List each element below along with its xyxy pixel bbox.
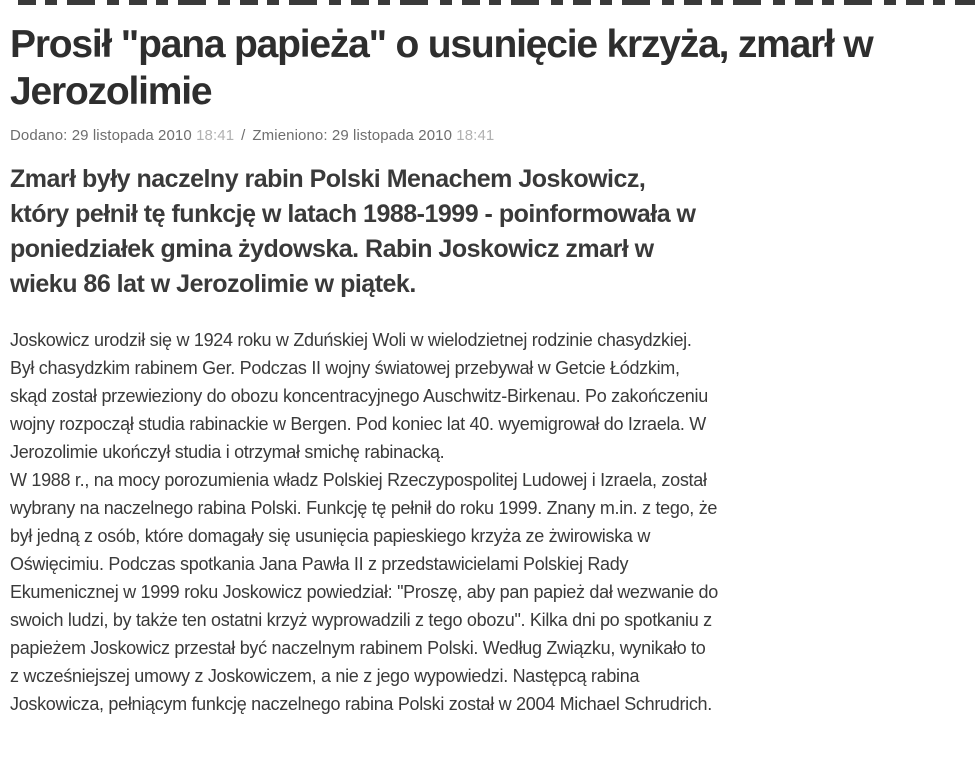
article-title: Prosił "pana papieża" o usunięcie krzyża, zmarł w Jerozolimie [10, 23, 873, 113]
article-meta [10, 127, 969, 144]
changed-time: 18:41 [452, 127, 495, 144]
changed-label: Zmieniono: [252, 127, 328, 144]
meta-separator: / [241, 127, 246, 144]
added-date: 29 listopada 2010 [67, 127, 192, 144]
added-label: Dodano: [10, 127, 68, 144]
article-lead: Zmarł były naczelny rabin Polski Menachem Joskowicz, który pełnił tę funkcję w latach 1988-1999 - poinformowała w poniedziałek gmina żydowska. Rabin Joskowicz zmarł w wieku 86 lat w Jerozolimie w piątek. [10, 165, 696, 298]
added-time: 18:41 [191, 127, 235, 144]
article-paragraph: W 1988 r., na mocy porozumienia władz Polskiej Rzeczypospolitej Ludowej i Izraela, został wybrany na naczelnego rabina Polski. Funkcję tę pełnił do roku 1999. Znany m.in. z tego, że był jedną z osób, które domagały się usunięcia papieskiego krzyża ze żwirowiska w Oświęcimiu. Podczas spotkania Jana Pawła II z przedstawicielami Polskiej Rady Ekumenicznej w 1999 roku Joskowicz powiedział: "Proszę, aby pan papież dał wezwanie do swoich ludzi, by także ten ostatni krzyż wyprowadzili z tego obozu". Kilka dni po spotkaniu z papieżem Joskowicz przestał być naczelnym rabinem Polski. Według Związku, wynikało to z wcześniejszej umowy z Joskowiczem, a nie z jego wypowiedzi. Następcą rabina Joskowicza, pełniącym funkcję naczelnego rabina Polski został w 2004 Michael Schrudrich. [10, 470, 718, 714]
news-article [0, 21, 979, 718]
cropped-text-top-edge [18, 0, 975, 5]
article-body [10, 326, 718, 718]
changed-date: 29 listopada 2010 [327, 127, 453, 144]
article-paragraph: Joskowicz urodził się w 1924 roku w Zduńskiej Woli w wielodzietnej rodzinie chasydzkiej. Był chasydzkim rabinem Ger. Podczas II wojny światowej przebywał w Getcie Łódzkim, skąd został przewieziony do obozu koncentracyjnego Auschwitz-Birkenau. Po zakończeniu wojny rozpoczął studia rabinackie w Bergen. Pod koniec lat 40. wyemigrował do Izraela. W Jerozolimie ukończył studia i otrzymał smichę rabinacką. [10, 330, 708, 462]
